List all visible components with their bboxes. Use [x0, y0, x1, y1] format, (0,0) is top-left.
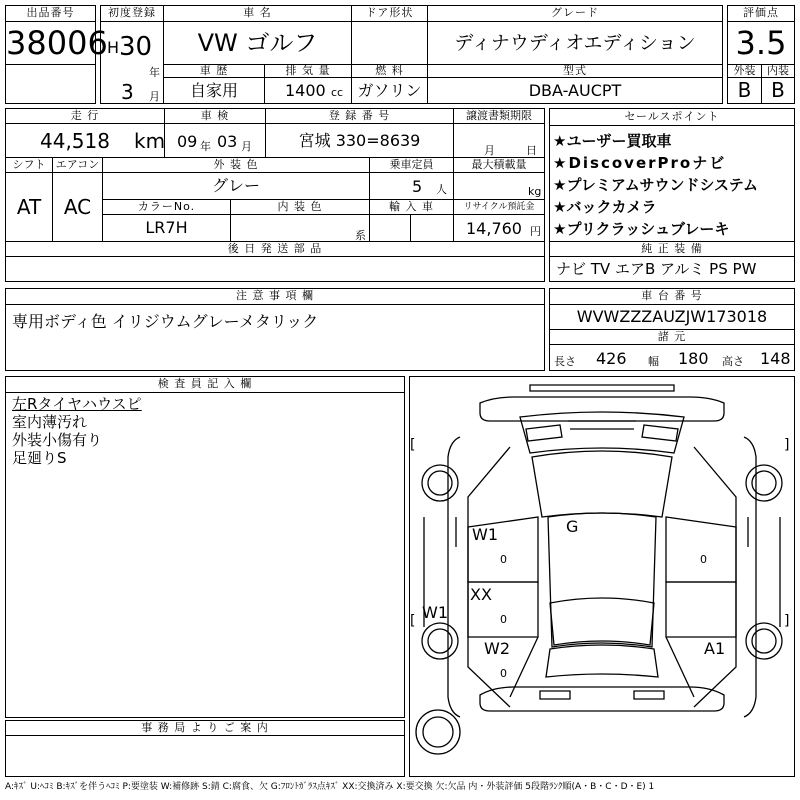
dims-cell [549, 344, 795, 371]
recycle-label: リサイクル預託金 [453, 199, 545, 215]
shift-label: シフト [5, 157, 53, 173]
max-load-cell [453, 172, 545, 200]
office-label: 事 務 局 よ り ご 案 内 [5, 720, 405, 736]
sales-points [549, 125, 795, 242]
mark-zero-4: 0 [700, 553, 707, 566]
mark-zero-1: 0 [500, 553, 507, 566]
mark-xx: XX [470, 585, 492, 604]
lot-number: 38006 [5, 21, 96, 65]
inspector-line: 外装小傷有り [12, 431, 103, 449]
recycle-value: 14,760 [466, 219, 522, 238]
equip-label: 純 正 装 備 [549, 241, 795, 257]
chassis-value: WVWZZZAUZJW173018 [549, 304, 795, 330]
month-unit: 月 [149, 90, 160, 103]
mark-w1-front: W1 [472, 525, 498, 544]
first-reg-month: 3 [121, 80, 134, 104]
inspector-line: 足廻りS [12, 449, 67, 467]
mark-g: G [566, 517, 579, 536]
mileage-unit: km [134, 129, 166, 153]
displacement-value: 1400 [285, 81, 326, 100]
dims-label: 諸 元 [549, 329, 795, 345]
model-label: 型式 [427, 64, 723, 78]
capacity-value: 5 [412, 177, 423, 196]
sales-point: ★プリクラッシュブレーキ [553, 220, 730, 238]
notes-label: 注 意 事 項 欄 [5, 288, 545, 305]
capacity-cell [369, 172, 454, 200]
notes-text: 専用ボディ色 イリジウムグレーメタリック [12, 312, 319, 331]
car-name-label: 車 名 [163, 5, 352, 22]
mileage-label: 走 行 [5, 108, 165, 124]
ac-value: AC [52, 172, 103, 242]
mark-zero-3: 0 [500, 667, 507, 680]
import-label: 輸 入 車 [369, 199, 454, 215]
car-diagram-svg [410, 377, 794, 776]
transfer-cell [453, 123, 545, 158]
sales-label: セールスポイント [549, 108, 795, 126]
displacement-unit: cc [331, 86, 344, 99]
office-box [5, 735, 405, 777]
displacement-label: 排 気 量 [264, 64, 352, 78]
bracket-right-2: ] [784, 613, 790, 629]
width-label: 幅 [648, 355, 659, 368]
length-value: 426 [596, 349, 627, 368]
max-load-label: 最大積載量 [453, 157, 545, 173]
sales-point: ★バックカメラ [553, 198, 657, 216]
chassis-label: 車 台 番 号 [549, 288, 795, 305]
height-value: 148 [760, 349, 791, 368]
interior-label: 内装 [761, 64, 795, 78]
lot-blank [5, 64, 96, 104]
sales-point: ★プレミアムサウンドシステム [553, 176, 758, 194]
inspector-line: 室内薄汚れ [12, 413, 88, 431]
grade-value: ディナウディオエディション [427, 21, 723, 65]
history-label: 車 歴 [163, 64, 265, 78]
width-value: 180 [678, 349, 709, 368]
height-label: 高さ [722, 355, 744, 368]
transfer-label: 譲渡書類期限 [453, 108, 545, 124]
door-label: ドア形状 [351, 5, 428, 22]
ext-color-value: グレー [102, 172, 370, 200]
car-name: VW ゴルフ [163, 21, 352, 65]
year-unit: 年 [149, 66, 160, 79]
ext-color-label: 外 装 色 [102, 157, 370, 173]
grade-label: グレード [427, 5, 723, 22]
mileage-value: 44,518 [40, 129, 110, 153]
score-label: 評価点 [727, 5, 795, 22]
mark-w2: W2 [484, 639, 510, 658]
interior-value: B [761, 77, 795, 104]
score-value: 3.5 [727, 21, 795, 65]
reg-value: 宮城 330=8639 [265, 123, 454, 158]
displacement-cell [264, 77, 352, 104]
inspection-cell [164, 123, 266, 158]
exterior-label: 外装 [727, 64, 762, 78]
int-color-cell [230, 214, 370, 242]
mileage-cell [5, 123, 165, 158]
notes-box [5, 304, 545, 371]
first-reg-label: 初度登録 [100, 5, 164, 22]
fuel-value: ガソリン [351, 77, 428, 104]
inspector-box [5, 392, 405, 718]
capacity-label: 乗車定員 [369, 157, 454, 173]
bracket-left-2: [ [410, 613, 416, 629]
ac-label: エアコン [52, 157, 103, 173]
import-cell-a [369, 214, 411, 242]
later-parts-label: 後 日 発 送 部 品 [5, 241, 545, 257]
equip-value: ナビ TV エアB アルミ PS PW [549, 256, 795, 282]
color-no-value: LR7H [102, 214, 231, 242]
inspection-label: 車 検 [164, 108, 266, 124]
shift-value: AT [5, 172, 53, 242]
recycle-cell [453, 214, 545, 242]
recycle-unit: 円 [530, 225, 541, 238]
int-color-label: 内 装 色 [230, 199, 370, 215]
first-reg-box [100, 21, 164, 104]
capacity-unit: 人 [436, 183, 447, 196]
door-value [351, 21, 428, 65]
first-reg-year: 30 [119, 32, 153, 62]
transfer-day-unit: 日 [526, 144, 537, 157]
inspector-label: 検 査 員 記 入 欄 [5, 376, 405, 393]
model-value: DBA-AUCPT [427, 77, 723, 104]
length-label: 長さ [554, 355, 576, 368]
legend-text: A:ｷｽﾞ U:ﾍｺﾐ B:ｷｽﾞを伴うﾍｺﾐ P:要塗装 W:補修跡 S:錆 C:腐食、欠 G:ﾌﾛﾝﾄｶﾞﾗｽ点ｷｽﾞ XX:交換済み X:要交換 欠:欠品 内・外装評価 5段階ﾗﾝｸ順(A・B・C・D・E) 1 [5, 782, 655, 792]
inspection-year: 09 [177, 132, 198, 151]
mark-zero-2: 0 [500, 613, 507, 626]
reg-label: 登 録 番 号 [265, 108, 454, 124]
mark-w1-left: W1 [422, 603, 448, 622]
later-parts-value [5, 256, 545, 282]
inspection-month-unit: 月 [241, 140, 252, 153]
int-color-unit: 系 [355, 229, 366, 242]
sales-point: ★DiscoverProナビ [553, 154, 727, 172]
color-no-label: カラーNo. [102, 199, 231, 215]
import-cell-b [410, 214, 454, 242]
era: H [107, 38, 120, 57]
sales-point: ★ユーザー買取車 [553, 132, 672, 150]
bracket-right-1: ] [784, 437, 790, 453]
mark-a1: A1 [704, 639, 726, 658]
max-load-unit: kg [528, 185, 542, 198]
inspection-month: 03 [217, 132, 238, 151]
car-diagram [409, 376, 795, 777]
inspection-year-unit: 年 [200, 140, 211, 153]
history-value: 自家用 [163, 77, 265, 104]
bracket-left-1: [ [410, 437, 416, 453]
exterior-value: B [727, 77, 762, 104]
fuel-label: 燃 料 [351, 64, 428, 78]
lot-label: 出品番号 [5, 5, 96, 22]
transfer-month-unit: 月 [484, 144, 495, 157]
inspector-line: 左Rタイヤハウスピ [12, 395, 142, 413]
